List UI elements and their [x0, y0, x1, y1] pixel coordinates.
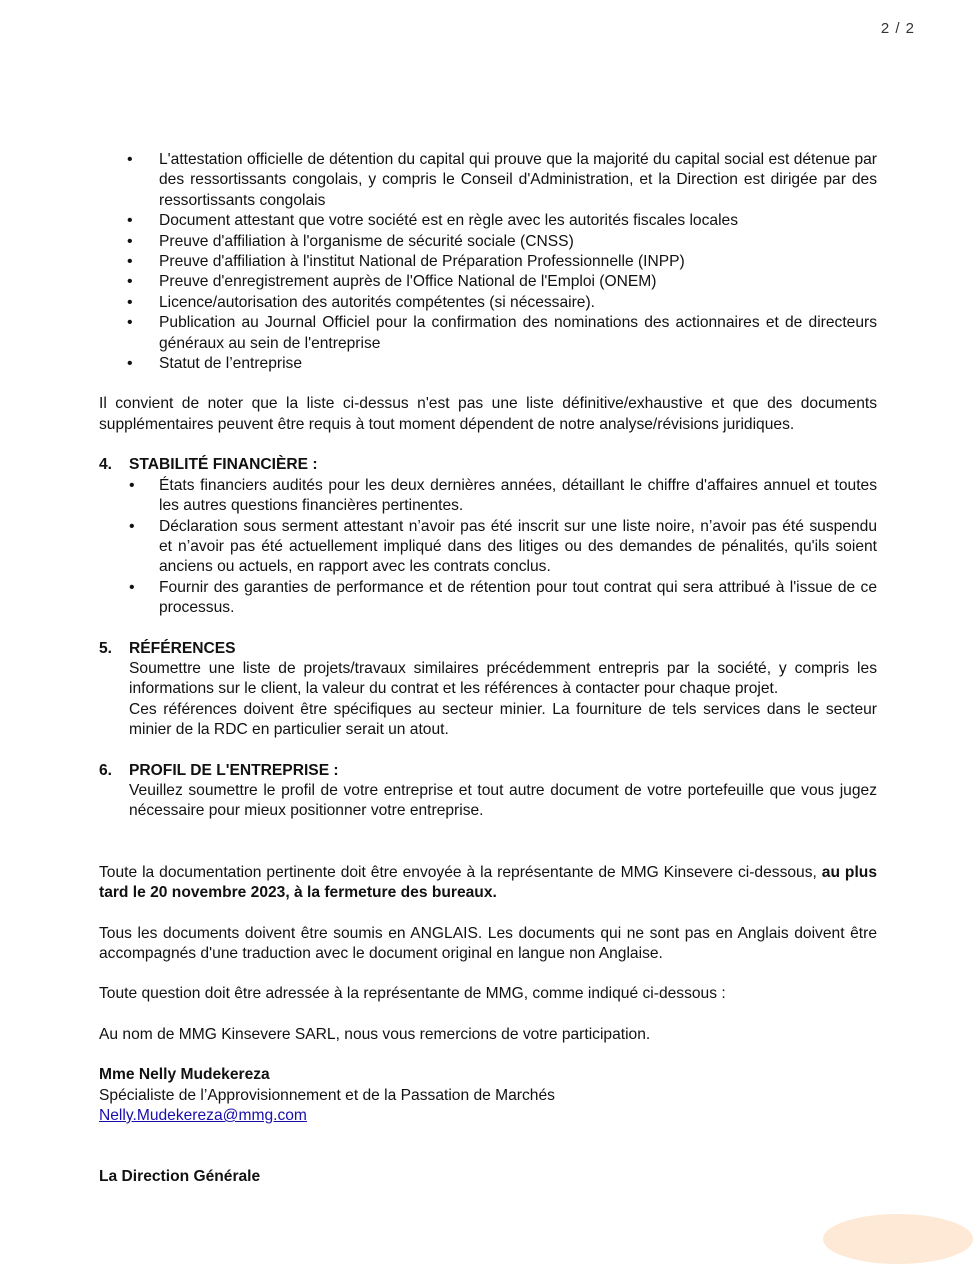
- list-item: • États financiers audités pour les deux dernières années, détaillant le chiffre d'affaires annuel et toutes les autres questions financières pertinentes.: [129, 476, 877, 517]
- list-item: • Preuve d'affiliation à l'organisme de sécurité sociale (CNSS): [99, 232, 877, 252]
- language-paragraph: Tous les documents doivent être soumis en ANGLAIS. Les documents qui ne sont pas en Anglais doivent être accompagnés d'une traduction avec le document original en langue non Anglaise.: [99, 924, 877, 962]
- page-number: 2 / 2: [880, 20, 915, 37]
- list-item: • Licence/autorisation des autorités compétentes (si nécessaire).: [99, 293, 877, 313]
- section-number: 4.: [99, 456, 113, 474]
- profile-paragraph: Veuillez soumettre le profil de votre entreprise et tout autre document de votre portefeuille que vous jugez nécessaire pour mieux positionner votre entreprise.: [129, 781, 877, 820]
- signature-block: [99, 1065, 877, 1126]
- corner-decoration: [823, 1214, 973, 1264]
- signatory-role: Spécialiste de l’Approvisionnement et de la Passation de Marchés: [99, 1086, 555, 1104]
- section-number: 6.: [99, 761, 113, 779]
- list-item: • Statut de l’entreprise: [99, 354, 877, 374]
- section-number: 5.: [99, 639, 113, 657]
- section-title: STABILITÉ FINANCIÈRE :: [129, 456, 318, 474]
- references-paragraph: Soumettre une liste de projets/travaux similaires précédemment entrepris par la société, y compris les informations sur le client, la valeur du contrat et les références à contacter pour chaque projet.: [129, 659, 877, 698]
- section-references: [99, 639, 877, 741]
- references-paragraph: Ces références doivent être spécifiques au secteur minier. La fourniture de tels services dans le secteur minier de la RDC en particulier serait un atout.: [129, 700, 877, 739]
- section-company-profile: [99, 761, 877, 822]
- section-title: PROFIL DE L'ENTREPRISE :: [129, 761, 339, 779]
- list-item: • Document attestant que votre société est en règle avec les autorités fiscales locales: [99, 211, 877, 231]
- disclaimer-note: Il convient de noter que la liste ci-dessus n'est pas une liste définitive/exhaustive et que des documents supplémentaires peuvent être requis à tout moment dépendent de notre analyse/révisions juridiques.: [99, 395, 877, 433]
- signatory-name: Mme Nelly Mudekereza: [99, 1066, 270, 1084]
- section-financial-stability: [99, 455, 877, 618]
- deadline-date: au plus tard le 20 novembre 2023, à la fermeture des bureaux.: [99, 863, 877, 902]
- list-item: • Déclaration sous serment attestant n’avoir pas été inscrit sur une liste noire, n’avoir pas été suspendu et n’avoir pas été actuellement impliqué dans des litiges ou des demandes de pénalités, qu'ils soient anciens ou actuels, en rapport avec les contrats conclus.: [129, 517, 877, 578]
- list-item: • Fournir des garanties de performance et de rétention pour tout contrat qui sera attribué à l'issue de ce processus.: [129, 578, 877, 619]
- document-body: [99, 150, 877, 1188]
- thanks-paragraph: Au nom de MMG Kinsevere SARL, nous vous remercions de votre participation.: [99, 1025, 651, 1043]
- email-link[interactable]: Nelly.Mudekereza@mmg.com: [99, 1107, 307, 1125]
- list-item: • Preuve d'enregistrement auprès de l'Office National de l'Emploi (ONEM): [99, 272, 877, 292]
- footer-signature: La Direction Générale: [99, 1168, 261, 1186]
- requirements-list: [99, 150, 877, 374]
- list-item: • L'attestation officielle de détention du capital qui prouve que la majorité du capital social est détenue par des ressortissants congolais, y compris le Conseil d'Administration, et la Direction est dirigée par des ressortissants congolais: [99, 150, 877, 211]
- list-item: • Preuve d'affiliation à l'institut National de Préparation Professionnelle (INPP): [99, 252, 877, 272]
- financial-list: [129, 476, 877, 619]
- deadline-paragraph: [99, 863, 877, 904]
- list-item: • Publication au Journal Officiel pour la confirmation des nominations des actionnaires et de directeurs généraux au sein de l'entreprise: [99, 313, 877, 354]
- deadline-text: Toute la documentation pertinente doit être envoyée à la représentante de MMG Kinsevere ci-dessous,: [99, 863, 817, 881]
- section-title: RÉFÉRENCES: [129, 639, 236, 657]
- questions-paragraph: Toute question doit être adressée à la représentante de MMG, comme indiqué ci-dessous :: [99, 985, 726, 1003]
